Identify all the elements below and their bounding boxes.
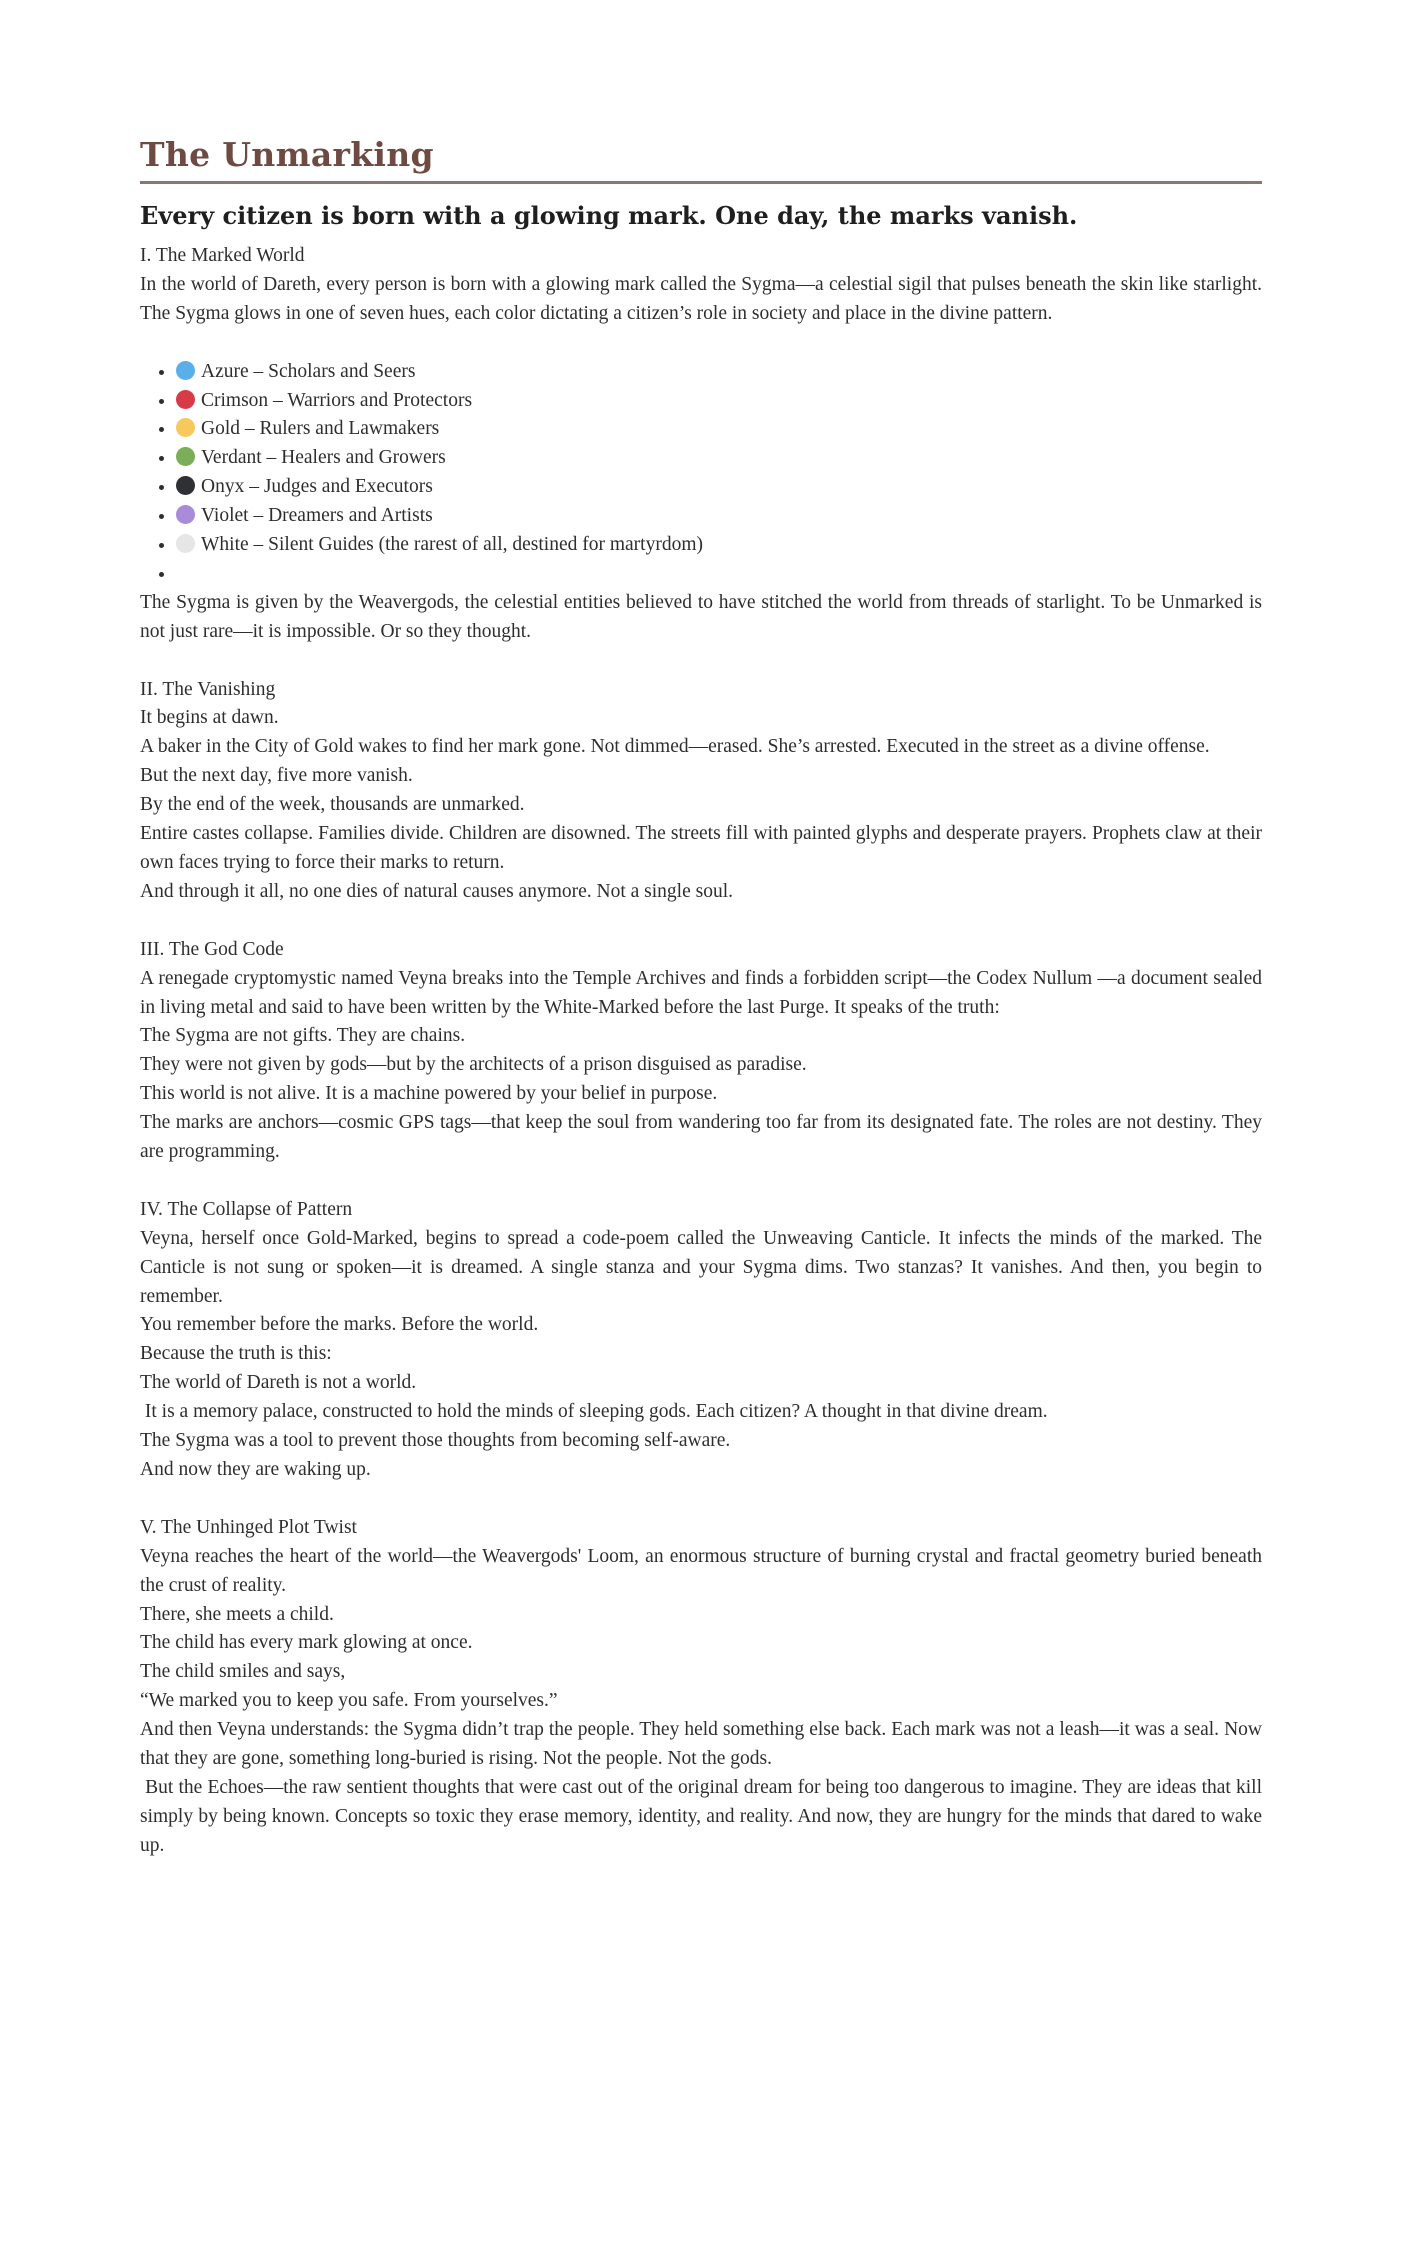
paragraph: This world is not alive. It is a machine powered by your belief in purpose.: [140, 1083, 718, 1105]
section-plot-twist: [140, 1514, 1267, 1861]
list-item: [176, 358, 1262, 387]
verdant-dot-icon: [176, 447, 195, 466]
list-item-label: Violet – Dreamers and Artists: [201, 505, 433, 527]
list-item: [176, 502, 1262, 531]
section-heading: I. The Marked World: [140, 245, 305, 266]
paragraph: The child has every mark glowing at once.: [140, 1632, 473, 1654]
list-item: [176, 473, 1262, 502]
paragraph: The Sygma was a tool to prevent those thoughts from becoming self-aware.: [140, 1430, 731, 1452]
paragraph: It begins at dawn.: [140, 707, 279, 729]
paragraph: Because the truth is this:: [140, 1343, 332, 1365]
empty-list-item: [176, 560, 1262, 589]
paragraph: In the world of Dareth, every person is born with a glowing mark called the Sygma—a celestial sigil that pulses beneath the skin like starlight. The Sygma glows in one of seven hues, each color dictating a citizen’s role in society and place in the divine pattern.: [140, 273, 1262, 324]
paragraph: By the end of the week, thousands are unmarked.: [140, 794, 525, 816]
paragraph: It is a memory palace, constructed to hold the minds of sleeping gods. Each citizen? A thought in that divine dream.: [140, 1401, 1048, 1423]
paragraph: The Sygma is given by the Weavergods, the celestial entities believed to have stitched the world from threads of starlight. To be Unmarked is not just rare—it is impossible. Or so they thought.: [140, 591, 1262, 642]
document-page: [140, 135, 1267, 1861]
list-item-label: White – Silent Guides (the rarest of all, destined for martyrdom): [201, 534, 703, 556]
paragraph: “We marked you to keep you safe. From yourselves.”: [140, 1690, 558, 1712]
paragraph: You remember before the marks. Before the world.: [140, 1314, 539, 1336]
list-item: [176, 387, 1262, 416]
list-item-label: Verdant – Healers and Growers: [201, 447, 446, 469]
paragraph: The child smiles and says,: [140, 1661, 346, 1683]
page-title: The Unmarking: [140, 135, 434, 174]
paragraph: A baker in the City of Gold wakes to find her mark gone. Not dimmed—erased. She’s arrested. Executed in the street as a divine offense.: [140, 736, 1210, 758]
paragraph: Veyna, herself once Gold-Marked, begins to spread a code-poem called the Unweaving Canticle. It infects the minds of the marked. The Canticle is not sung or spoken—it is dreamed. A single stanza and your Sygma dims. Two stanzas? It vanishes. And then, you begin to remember.: [140, 1227, 1262, 1307]
list-item-label: Azure – Scholars and Seers: [201, 360, 416, 382]
paragraph: And then Veyna understands: the Sygma didn’t trap the people. They held something else back. Each mark was not a leash—it was a seal. Now that they are gone, something long-buried is rising. Not the people. Not the gods.: [140, 1719, 1262, 1770]
paragraph: And now they are waking up.: [140, 1459, 371, 1480]
paragraph: But the next day, five more vanish.: [140, 765, 413, 787]
onyx-dot-icon: [176, 476, 195, 495]
section-collapse-of-pattern: [140, 1196, 1262, 1485]
list-item-label: Onyx – Judges and Executors: [201, 476, 433, 498]
list-item: [176, 444, 1262, 473]
mark-list: [140, 358, 1262, 589]
list-item-label: Crimson – Warriors and Protectors: [201, 389, 473, 411]
paragraph: And through it all, no one dies of natural causes anymore. Not a single soul.: [140, 880, 733, 902]
paragraph: Veyna reaches the heart of the world—the Weavergods' Loom, an enormous structure of burning crystal and fractal geometry buried beneath the crust of reality.: [140, 1545, 1262, 1596]
list-item-label: Gold – Rulers and Lawmakers: [201, 418, 440, 440]
azure-dot-icon: [176, 361, 195, 380]
paragraph: They were not given by gods—but by the architects of a prison disguised as paradise.: [140, 1054, 807, 1076]
title-divider: [140, 181, 1262, 184]
paragraph: A renegade cryptomystic named Veyna breaks into the Temple Archives and finds a forbidden script—the Codex Nullum —a document sealed in living metal and said to have been written by the White-Marked before the last Purge. It speaks of the truth:: [140, 967, 1262, 1018]
white-dot-icon: [176, 534, 195, 553]
list-item: [176, 531, 1262, 560]
paragraph: The marks are anchors—cosmic GPS tags—that keep the soul from wandering too far from its designated fate. The roles are not destiny. They are programming.: [140, 1112, 1262, 1163]
gold-dot-icon: [176, 418, 195, 437]
section-vanishing: [140, 676, 1262, 907]
paragraph: There, she meets a child.: [140, 1603, 334, 1625]
paragraph: The Sygma are not gifts. They are chains.: [140, 1025, 466, 1047]
crimson-dot-icon: [176, 390, 195, 409]
section-heading: V. The Unhinged Plot Twist: [140, 1516, 357, 1538]
section-heading: II. The Vanishing: [140, 678, 276, 700]
paragraph: The world of Dareth is not a world.: [140, 1372, 417, 1394]
page-subtitle: Every citizen is born with a glowing mark. One day, the marks vanish.: [140, 201, 1078, 230]
section-heading: IV. The Collapse of Pattern: [140, 1198, 353, 1220]
paragraph: But the Echoes—the raw sentient thoughts that were cast out of the original dream for being too dangerous to imagine. They are ideas that kill simply by being known. Concepts so toxic they erase memory, identity, and reality. And now, they are hungry for the minds that dared to wake up.: [140, 1776, 1267, 1856]
list-item: [176, 415, 1262, 444]
violet-dot-icon: [176, 505, 195, 524]
paragraph: Entire castes collapse. Families divide. Children are disowned. The streets fill with painted glyphs and desperate prayers. Prophets claw at their own faces trying to force their marks to return.: [140, 823, 1262, 873]
section-marked-world: [140, 242, 1262, 647]
section-god-code: [140, 936, 1262, 1167]
section-heading: III. The God Code: [140, 938, 284, 960]
